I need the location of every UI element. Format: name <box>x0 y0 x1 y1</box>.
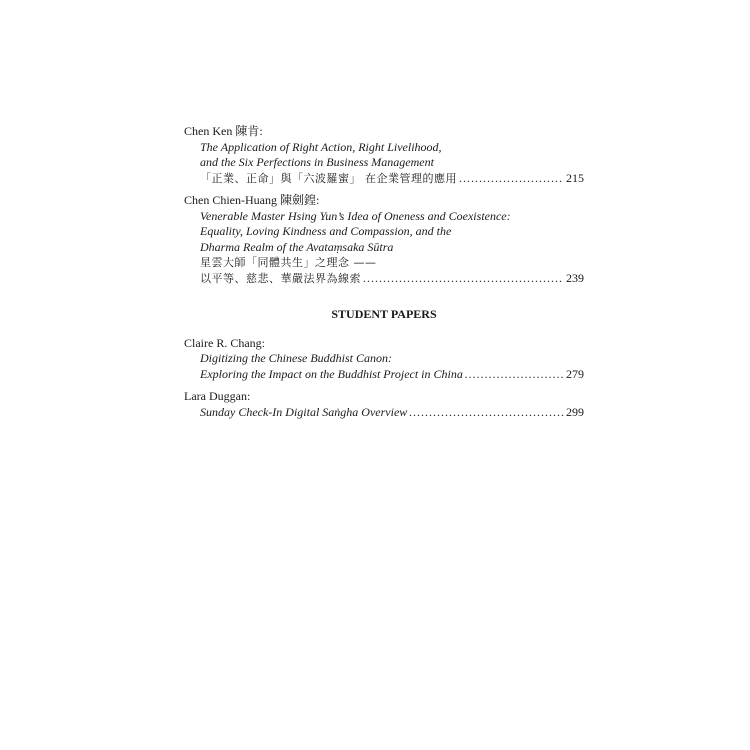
entry-title-line: Exploring the Impact on the Buddhist Project in China <box>200 366 463 381</box>
section-heading: STUDENT PAPERS <box>331 307 437 321</box>
entry-last-line <box>184 171 584 187</box>
entry-author: Lara Duggan: <box>184 389 251 403</box>
entry-author: Claire R. Chang: <box>184 335 265 350</box>
entry-chinese-title: 「正業、正命」與「六波羅蜜」 在企業管理的應用 <box>200 171 457 185</box>
toc-entry <box>184 124 584 186</box>
entry-chinese-subtitle: 以平等、慈悲、華嚴法界為線索 <box>200 271 361 285</box>
toc-entry <box>184 336 584 383</box>
leader-dots <box>459 171 564 187</box>
entry-title-line: Dharma Realm of the Avataṃsaka Sūtra <box>200 239 394 254</box>
entry-title-line: Digitizing the Chinese Buddhist Canon: <box>200 351 392 365</box>
leader-dots <box>409 405 564 421</box>
entry-author: Chen Chien-Huang 陳劍鍠: <box>184 193 320 207</box>
entry-last-line <box>184 271 584 287</box>
table-of-contents <box>184 124 584 427</box>
leader-dots <box>465 367 564 383</box>
entry-title-line: and the Six Perfections in Business Management <box>200 155 434 169</box>
entry-title-line: Sunday Check-In Digital Saṅgha Overview <box>200 404 408 419</box>
entry-title-line: The Application of Right Action, Right Livelihood, <box>200 139 442 154</box>
leader-dots <box>363 271 564 287</box>
page-number: 299 <box>566 404 584 419</box>
toc-entry <box>184 389 584 420</box>
entry-author: Chen Ken 陳肯: <box>184 124 263 138</box>
page-number: 279 <box>566 366 584 381</box>
entry-chinese-title: 星雲大師「同體共生」之理念 —— <box>200 256 377 269</box>
entry-title-line: Venerable Master Hsing Yun’s Idea of Oneness and Coexistence: <box>200 208 511 223</box>
entry-last-line <box>184 405 584 421</box>
toc-entry <box>184 193 584 286</box>
page-number: 239 <box>566 270 584 285</box>
entry-last-line <box>184 367 584 383</box>
entry-title-line: Equality, Loving Kindness and Compassion, and the <box>200 224 452 238</box>
page-number: 215 <box>566 170 584 185</box>
